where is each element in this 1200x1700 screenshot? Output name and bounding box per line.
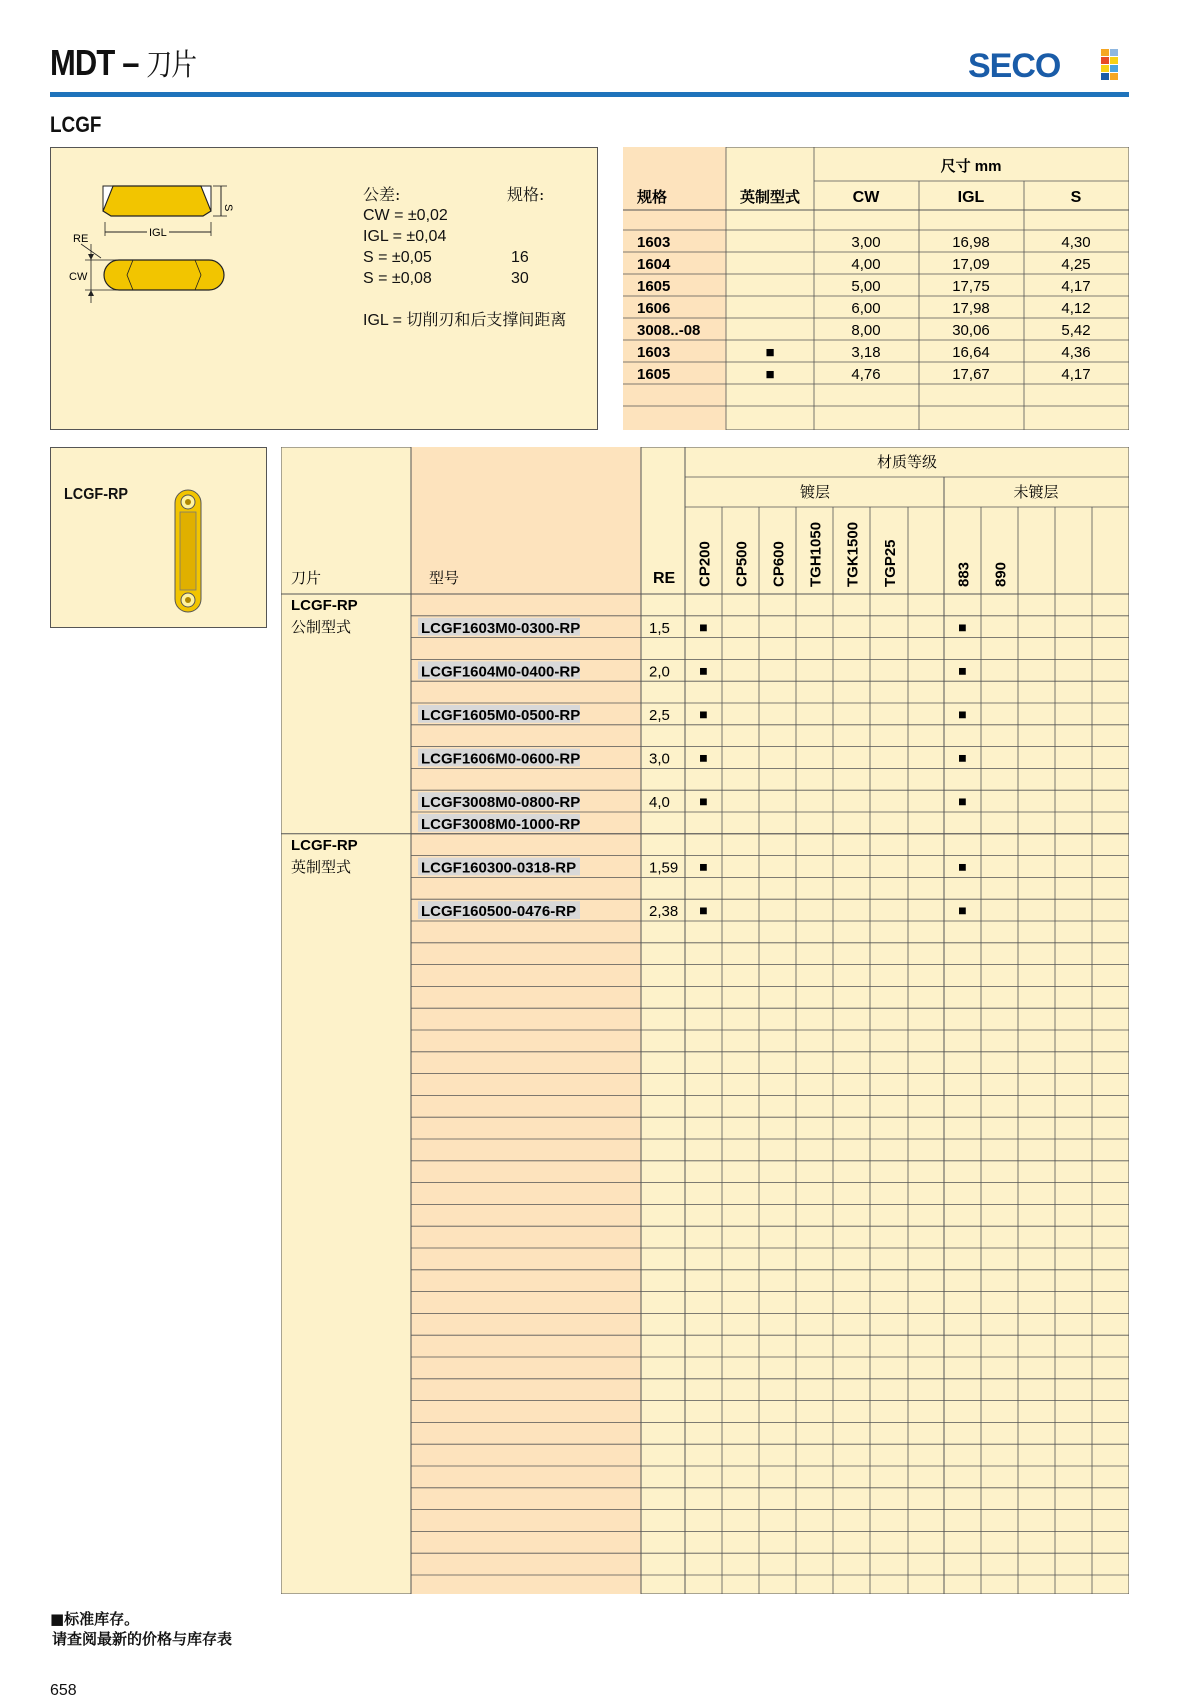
product-re: 2,5 [649,707,670,724]
dim-cell-size: 1605 [637,278,671,295]
insert-group-name: LCGF-RP [291,836,358,854]
dimensions-table [623,147,1129,430]
product-code: LCGF1604M0-0400-RP [421,663,581,681]
igl-label: IGL [149,227,167,239]
dim-cell-inch: ■ [765,366,775,383]
grade-header-uncoated: 883 [955,561,973,587]
col-header-inch: 英制型式 [739,189,801,206]
re-label: RE [73,233,89,245]
grades-table [281,447,1129,1594]
dim-cell-size: 1604 [637,256,671,273]
product-re: 2,38 [649,903,679,921]
col-header-size: 规格 [637,189,668,206]
stock-mark-883: ■ [958,749,967,766]
stock-mark-883: ■ [958,706,967,722]
col-header-re: RE [653,570,676,587]
product-re: 4,0 [649,794,670,812]
dim-cell-cw: 3,00 [851,234,881,251]
page-title [50,40,196,84]
dim-cell-s: 4,36 [1061,344,1091,361]
dim-cell-cw: 4,00 [851,256,881,273]
stock-mark-883: ■ [958,902,967,919]
seco-logo [968,44,1128,84]
col-header-s: S [1070,189,1082,206]
igl-note: IGL = 切削刃和后支撑间距离 [363,312,567,329]
product-re: 2,0 [649,663,670,681]
insert-group-name: LCGF-RP [291,597,358,614]
grade-header-uncoated: 890 [992,561,1010,587]
stock-note: ■标准库存。 [50,1610,140,1628]
dim-cell-cw: 8,00 [851,322,881,339]
dimensions-group-header: 尺寸 mm [940,158,1002,175]
insert-side-shape [103,186,211,216]
col-header-insert: 刀片 [291,570,322,587]
stock-mark-883: ■ [958,618,967,635]
spec-heading: 规格: [507,185,545,204]
stock-mark-cp200: ■ [699,793,708,810]
stock-mark-cp200: ■ [699,662,708,679]
dim-cell-igl: 16,64 [952,344,990,361]
dim-cell-cw: 3,18 [851,344,881,361]
tolerance-line: CW = ±0,02 [363,207,448,224]
uncoated-header: 未镀层 [1013,484,1059,501]
spec-value: 16 [511,249,529,266]
tolerance-panel [50,147,598,430]
tolerance-line: S = ±0,08 [363,270,432,287]
dim-cell-igl: 17,98 [952,300,990,317]
dim-cell-size: 1603 [637,234,671,251]
dim-cell-s: 4,25 [1061,256,1091,273]
product-code: LCGF1605M0-0500-RP [421,707,581,724]
grade-header-coated: TGH1050 [807,521,825,587]
stock-mark-cp200: ■ [699,749,708,766]
product-re: 3,0 [649,750,670,768]
dim-cell-s: 5,42 [1061,322,1091,339]
dim-cell-size: 1605 [637,366,671,383]
title-main: MDT – [50,42,147,83]
stock-mark-883: ■ [958,793,967,810]
product-code: LCGF1606M0-0600-RP [421,750,581,768]
insert-group-type: 英制型式 [291,858,352,876]
stock-mark-883: ■ [958,858,967,875]
product-code: LCGF1603M0-0300-RP [421,619,581,637]
product-code: LCGF3008M0-1000-RP [421,816,581,833]
price-note: 请查阅最新的价格与库存表 [52,1630,233,1648]
grade-header-coated: CP200 [696,541,714,587]
dim-cell-inch: ■ [765,344,775,361]
insert-plan-shape [104,260,224,290]
stock-mark-cp200: ■ [699,858,708,875]
tolerance-line: S = ±0,05 [363,249,432,266]
product-code: LCGF160500-0476-RP [421,903,577,921]
stock-mark-cp200: ■ [699,902,708,919]
brand-name: SECO [968,47,1061,84]
grade-header-coated: TGP25 [882,539,899,587]
spec-value: 30 [511,270,529,287]
insert-type-label: LCGF-RP [64,486,128,503]
product-re: 1,59 [649,859,679,877]
page-number: 658 [50,1682,77,1699]
grade-header-coated: CP600 [770,541,788,587]
col-header-designation: 型号 [429,570,460,587]
col-header-cw: CW [852,189,880,206]
dim-cell-cw: 4,76 [851,366,881,383]
section-title: LCGF [50,112,102,137]
insert-dimension-diagram [61,168,236,308]
dim-cell-s: 4,30 [1061,234,1091,251]
dim-cell-igl: 17,67 [952,366,990,383]
tolerance-heading: 公差: [363,185,401,204]
product-code: LCGF160300-0318-RP [421,859,577,877]
dim-cell-cw: 6,00 [851,300,881,317]
dim-cell-size: 1606 [637,300,671,317]
dim-cell-igl: 16,98 [952,234,990,251]
logo-mark [1101,49,1118,80]
dim-cell-s: 4,17 [1061,366,1091,383]
dim-cell-s: 4,12 [1061,300,1091,317]
header-rule [50,92,1129,97]
dim-cell-cw: 5,00 [851,278,881,295]
stock-mark-883: ■ [958,662,967,679]
dim-cell-s: 4,17 [1061,278,1091,295]
grade-header-coated: TGK1500 [844,521,862,587]
dim-cell-size: 1603 [637,344,671,361]
insert-group-type: 公制型式 [291,619,352,636]
stock-mark-cp200: ■ [699,618,708,635]
product-code: LCGF3008M0-0800-RP [421,794,581,812]
grade-header-coated: CP500 [733,541,751,587]
grade-group-header: 材质等级 [876,454,938,471]
tolerance-line: IGL = ±0,04 [363,228,447,245]
product-re: 1,5 [649,619,670,637]
col-header-igl: IGL [957,189,985,206]
insert-illustration [171,486,205,616]
dim-cell-igl: 30,06 [952,322,990,339]
coated-header: 镀层 [799,484,831,501]
dim-cell-igl: 17,09 [952,256,990,273]
stock-mark-cp200: ■ [699,706,708,722]
dim-cell-igl: 17,75 [952,278,990,295]
insert-image-panel [50,447,267,628]
title-cn: 刀片 [146,48,197,83]
dim-cell-size: 3008..-08 [637,322,701,339]
s-label: S [222,204,234,212]
cw-label: CW [69,271,88,283]
